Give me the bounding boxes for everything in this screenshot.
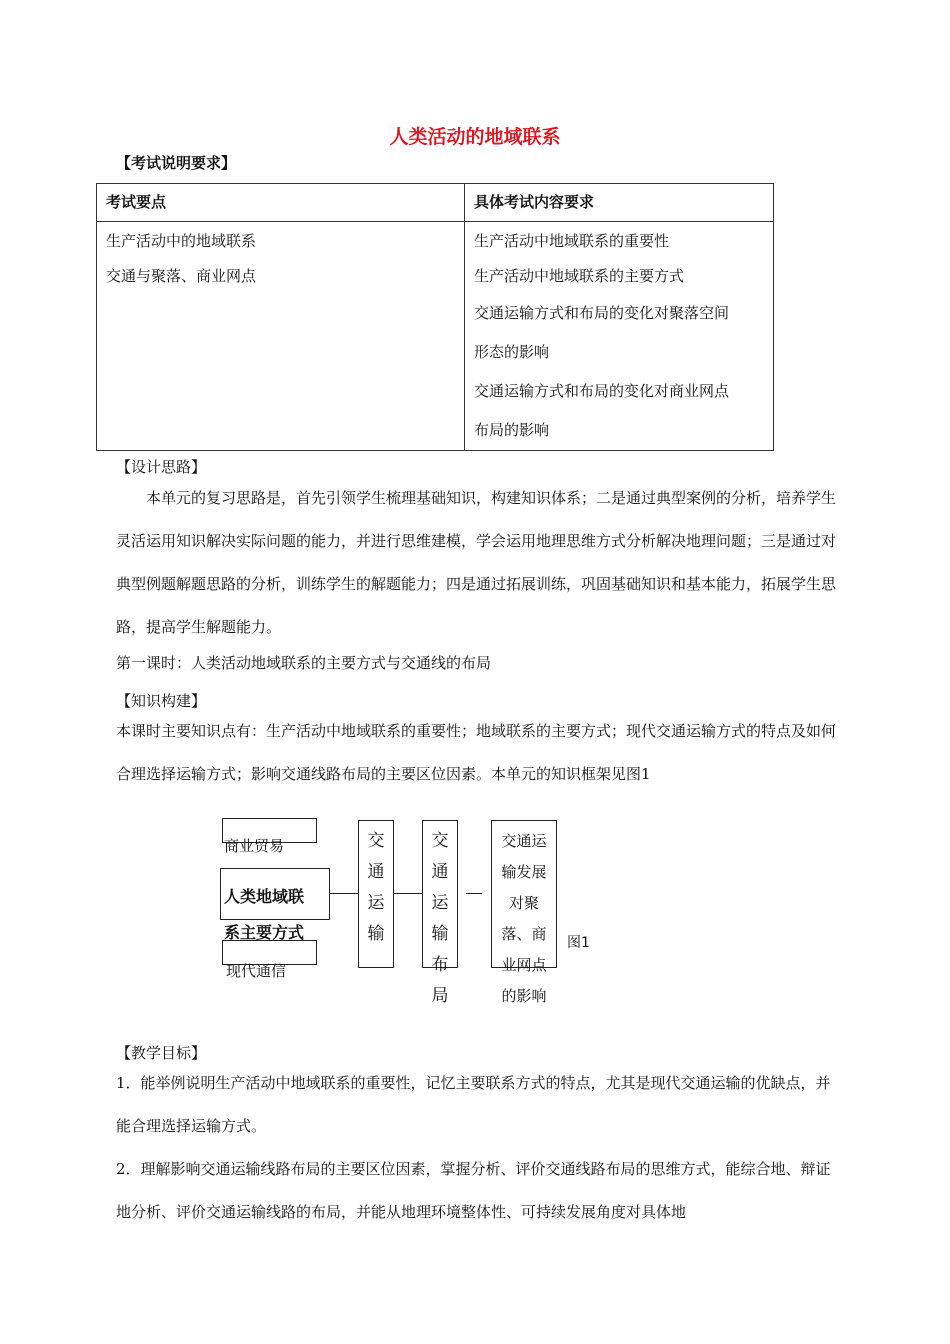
box-main-methods-line1: 人类地域联	[224, 887, 305, 906]
knowledge-heading: 【知识构建】	[116, 692, 207, 710]
list-item: 交通运输方式和布局的变化对聚落空间	[474, 304, 730, 322]
box-transport-layout-text: 交 通 运 输 布 局	[431, 831, 449, 1006]
exam-requirements-heading: 【考试说明要求】	[116, 154, 237, 172]
connector-line	[394, 893, 422, 894]
knowledge-paragraph: 本课时主要知识点有：生产活动中地域联系的重要性；地域联系的主要方式；现代交通运输方式的特点及如何合理选择运输方式；影响交通线路布局的主要区位因素。本单元的知识框架见图1	[116, 722, 837, 783]
table-header-key-points: 考试要点	[97, 184, 465, 222]
table-header-content-requirements: 具体考试内容要求	[465, 184, 774, 222]
page-title: 人类活动的地域联系	[389, 126, 561, 148]
design-paragraph: 本单元的复习思路是，首先引领学生梳理基础知识，构建知识体系；二是通过典型案例的分析，培养学生灵活运用知识解决实际问题的能力，并进行思维建模，学会运用地理思维方式分析解决地理问题；三是通过对典型例题解题思路的分析，训练学生的解题能力；四是通过拓展训练，巩固基础知识和基本能力，拓展学生思路，提高学生解题能力。	[116, 489, 837, 636]
figure-caption: 图1	[567, 935, 590, 951]
design-heading: 【设计思路】	[116, 458, 207, 476]
lesson-title: 第一课时：人类活动地域联系的主要方式与交通线的布局	[116, 654, 492, 672]
list-item: 交通运输方式和布局的变化对商业网点	[474, 382, 730, 400]
list-item: 生产活动中地域联系的主要方式	[474, 267, 685, 285]
exam-requirements-table	[96, 183, 774, 451]
list-item: 形态的影响	[474, 343, 550, 361]
list-item: 交通与聚落、商业网点	[106, 267, 257, 285]
table-cell-key-points	[97, 222, 465, 451]
box-main-methods-line2: 系主要方式	[224, 923, 305, 942]
table-cell-content-requirements	[465, 222, 774, 451]
connector-line	[330, 893, 358, 894]
box-transport-text: 交 通 运 输	[367, 831, 385, 944]
box-impact-text: 交通运 输发展 对聚 落、商 业网点 的影响	[501, 832, 547, 1005]
list-item: 生产活动中的地域联系	[106, 232, 257, 250]
list-item: 布局的影响	[474, 421, 550, 439]
goal-item-2: 2．理解影响交通运输线路布局的主要区位因素，掌握分析、评价交通线路布局的思维方式，能综合地、辩证地分析、评价交通运输线路的布局，并能从地理环境整体性、可持续发展角度对具体地	[116, 1160, 831, 1221]
connector-line	[466, 893, 482, 894]
box-trade-label: 商业贸易	[224, 837, 285, 855]
list-item: 生产活动中地域联系的重要性	[474, 232, 670, 250]
goal-item-1: 1．能举例说明生产活动中地域联系的重要性，记忆主要联系方式的特点，尤其是现代交通运输的优缺点，并能合理选择运输方式。	[116, 1074, 831, 1135]
box-communication-label: 现代通信	[226, 962, 287, 980]
goals-heading: 【教学目标】	[116, 1044, 207, 1062]
